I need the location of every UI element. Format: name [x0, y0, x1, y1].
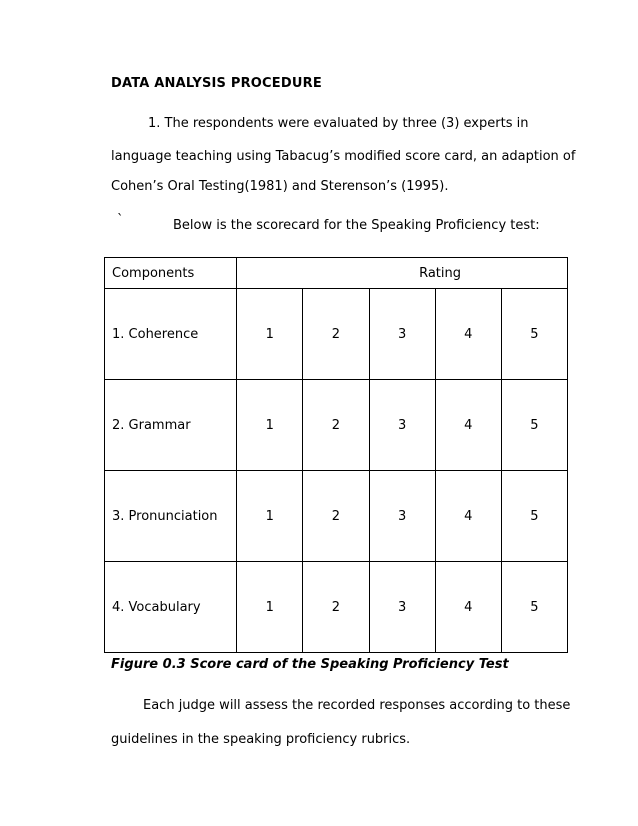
rating-cell: 3	[369, 562, 435, 653]
table-row	[105, 562, 568, 653]
rating-cell: 2	[303, 471, 369, 562]
rating-cell: 3	[369, 471, 435, 562]
rating-cell: 5	[501, 471, 567, 562]
rating-cell: 2	[303, 380, 369, 471]
component-cell: 4. Vocabulary	[105, 562, 237, 653]
rating-cell: 5	[501, 289, 567, 380]
paragraph-line: language teaching using Tabacug’s modified score card, an adaption of	[111, 149, 576, 164]
rating-cell: 2	[303, 562, 369, 653]
paragraph-line: guidelines in the speaking proficiency rubrics.	[111, 732, 411, 747]
rating-cell: 3	[369, 289, 435, 380]
paragraph-line: 1. The respondents were evaluated by three (3) experts in	[148, 116, 529, 131]
rating-cell: 1	[237, 289, 303, 380]
figure-caption: Figure 0.3 Score card of the Speaking Proficiency Test	[111, 657, 509, 672]
rating-cell: 4	[435, 471, 501, 562]
rating-cell: 4	[435, 380, 501, 471]
header-rating: Rating	[237, 258, 568, 289]
intro-line: Below is the scorecard for the Speaking Proficiency test:	[173, 218, 540, 233]
component-cell: 2. Grammar	[105, 380, 237, 471]
rating-cell: 1	[237, 471, 303, 562]
scorecard-table	[104, 257, 568, 653]
rating-cell: 2	[303, 289, 369, 380]
rating-cell: 5	[501, 562, 567, 653]
rating-cell: 1	[237, 562, 303, 653]
rating-cell: 5	[501, 380, 567, 471]
table-header-row	[105, 258, 568, 289]
rating-cell: 4	[435, 562, 501, 653]
section-heading: DATA ANALYSIS PROCEDURE	[111, 76, 322, 91]
paragraph-line: Each judge will assess the recorded responses according to these	[143, 698, 571, 713]
stray-mark: `	[117, 213, 124, 228]
paragraph-line: Cohen’s Oral Testing(1981) and Sterenson’s (1995).	[111, 179, 449, 194]
component-cell: 1. Coherence	[105, 289, 237, 380]
rating-cell: 4	[435, 289, 501, 380]
table-row	[105, 380, 568, 471]
table-row	[105, 471, 568, 562]
rating-cell: 1	[237, 380, 303, 471]
component-cell: 3. Pronunciation	[105, 471, 237, 562]
rating-cell: 3	[369, 380, 435, 471]
table-row	[105, 289, 568, 380]
header-components: Components	[105, 258, 237, 289]
